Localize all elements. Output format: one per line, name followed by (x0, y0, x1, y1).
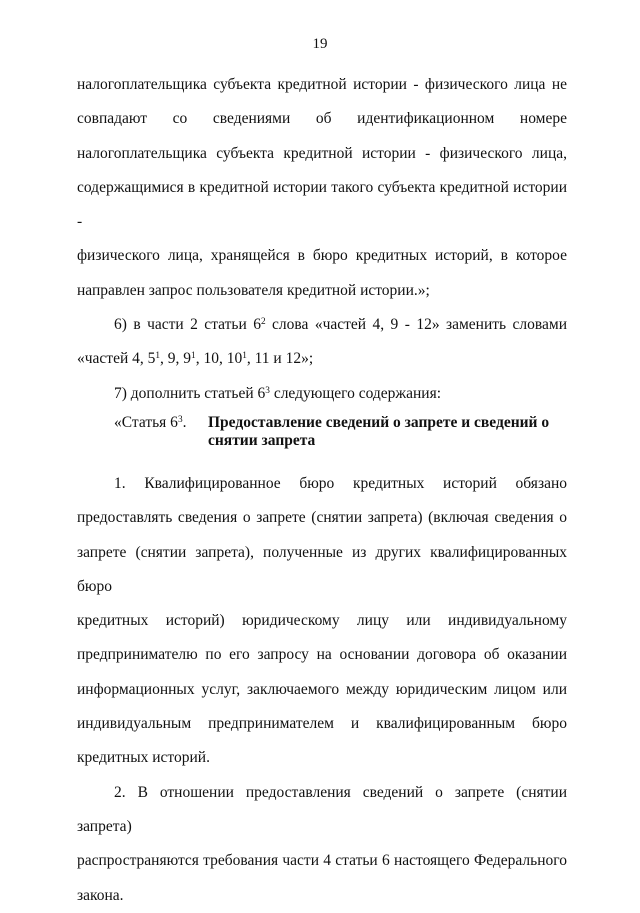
para-1-line-5: предпринимателю по его запросу на основании договора об оказании (77, 646, 567, 664)
item-7 (77, 377, 567, 411)
para-1-line-1: 1. Квалифицированное бюро кредитных историй обязано (114, 474, 567, 492)
article-heading (77, 414, 567, 460)
intro-line-4: содержащимися в кредитной истории такого субъекта кредитной истории - (77, 178, 567, 231)
intro-line-1: налогоплательщика субъекта кредитной истории - физического лица не (77, 76, 567, 93)
intro-line-2: совпадают со сведениями об идентификационном номере (77, 110, 567, 128)
article-title-line-1: Предоставление сведений о запрете и сведений о (208, 413, 550, 431)
item-7-text-b: следующего содержания: (269, 384, 442, 402)
intro-line-3: налогоплательщика субъекта кредитной истории - физического лица, (77, 144, 567, 162)
document-body (77, 68, 567, 913)
item-6-line-2-d: , 11 и 12»; (246, 350, 314, 368)
para-1-line-2: предоставлять сведения о запрете (снятии запрета) (включая сведения о (77, 509, 567, 527)
intro-line-5: физического лица, хранящейся в бюро кредитных историй, в которое (77, 247, 567, 265)
para-2-line-2: распространяются требования части 4 статьи 6 настоящего Федерального (77, 852, 567, 870)
item-6-line-2-sup-2: 1 (191, 351, 196, 362)
para-2-line-3: закона. (77, 886, 124, 904)
intro-line-6: направлен запрос пользователя кредитной истории.»; (77, 281, 430, 299)
para-1-line-6: информационных услуг, заключаемого между юридическим лицом или (77, 680, 567, 698)
item-6-line-2 (77, 342, 567, 376)
item-6-line-2-sup-3: 1 (242, 351, 247, 362)
article-title (208, 414, 573, 450)
item-7-sup: 3 (265, 385, 270, 396)
item-6-line-2-sup-1: 1 (155, 351, 161, 362)
para-1-line-4: кредитных историй) юридическому лицу или индивидуальному (77, 612, 567, 630)
article-title-line-2: снятии запрета (208, 431, 316, 449)
para-1-line-8: кредитных историй. (77, 749, 210, 767)
article-label-a: «Статья 6 (114, 413, 178, 431)
para-1-line-3: запрете (снятии запрета), полученные из других квалифицированных бюро (77, 543, 567, 595)
item-6-sup: 2 (260, 316, 266, 327)
item-7-text-a: 7) дополнить статьей 6 (114, 384, 266, 402)
item-6-text-b: слова «частей 4, 9 - 12» заменить словами (265, 316, 568, 334)
article-label (114, 414, 186, 432)
page-number: 19 (312, 36, 328, 52)
para-1-line-7: индивидуальным предпринимателем и квалифицированным бюро (77, 715, 567, 733)
article-label-sup: 3 (177, 414, 183, 425)
item-6-line-2-c: , 10, 10 (195, 350, 243, 368)
item-6-line-2-b: , 9, 9 (160, 350, 192, 368)
article-label-b: . (182, 413, 187, 431)
item-6-line-2-a: «частей 4, 5 (77, 350, 156, 368)
item-6-line-1 (77, 308, 567, 342)
item-6-text-a: 6) в части 2 статьи 6 (114, 316, 261, 334)
para-2-line-1: 2. В отношении предоставления сведений о запрете (снятии запрета) (77, 783, 567, 835)
